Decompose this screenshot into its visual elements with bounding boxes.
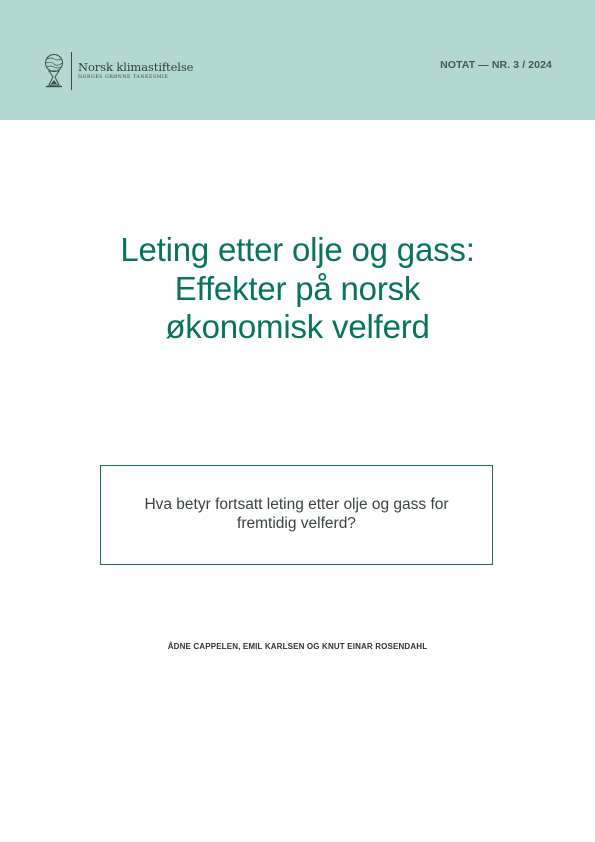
logo-name: Norsk klimastiftelse: [78, 60, 194, 74]
document-title: [40, 231, 555, 347]
question-line: fremtidig velferd?: [237, 514, 356, 532]
logo-divider: [71, 52, 72, 90]
title-line: økonomisk velferd: [165, 308, 430, 345]
question-line: Hva betyr fortsatt leting etter olje og gass for: [144, 496, 449, 513]
research-question: [101, 496, 492, 533]
globe-hourglass-icon: [42, 53, 66, 89]
title-line: Effekter på norsk: [174, 269, 421, 307]
header-band: [0, 0, 595, 120]
question-box: [100, 465, 493, 565]
series-label: NOTAT — NR. 3 / 2024: [440, 59, 552, 71]
title-line: Leting etter olje og gass:: [120, 231, 475, 268]
logo-tagline: NORGES GRØNNE TANKESMIE: [78, 75, 169, 80]
authors: ÅDNE CAPPELEN, EMIL KARLSEN OG KNUT EINAR ROSENDAHL: [167, 642, 428, 651]
logo-text: [78, 61, 193, 81]
logo[interactable]: [42, 52, 193, 90]
